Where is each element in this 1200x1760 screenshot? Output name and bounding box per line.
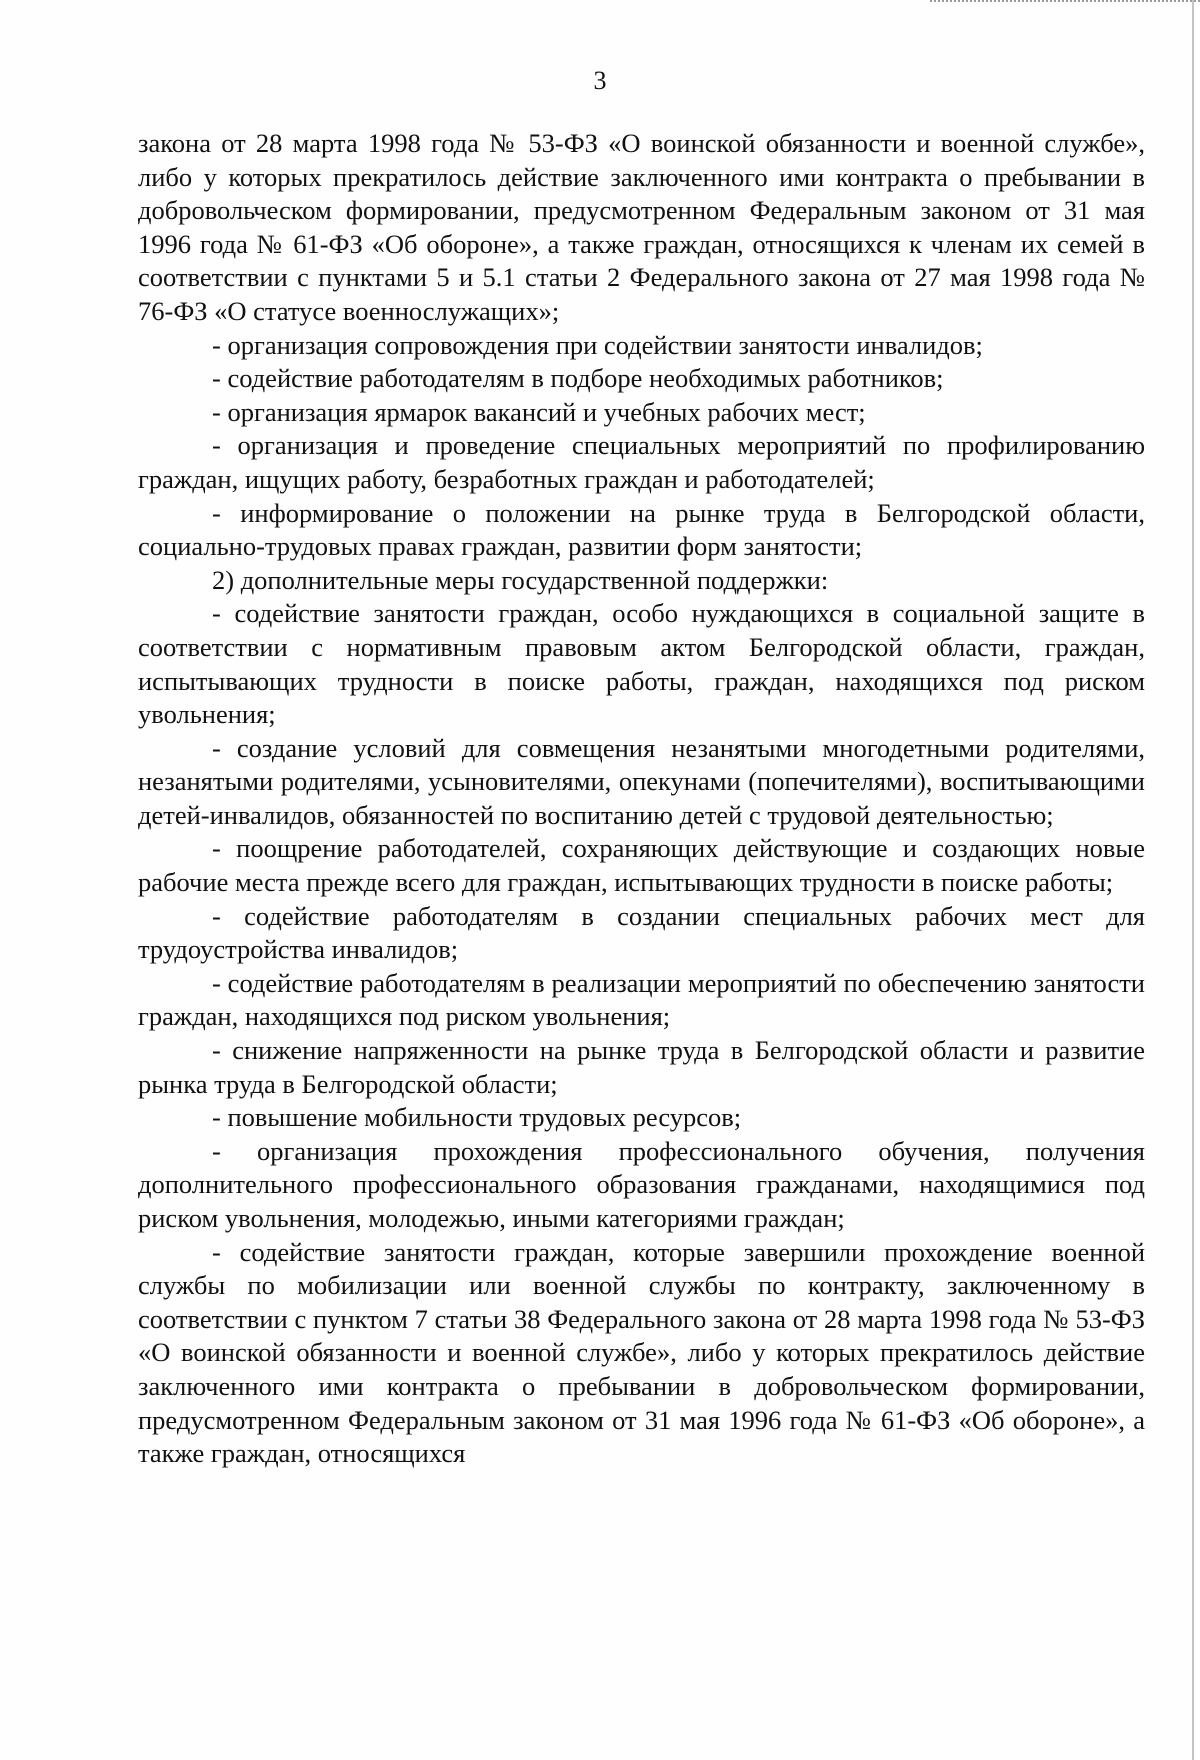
- document-body: [138, 127, 1145, 1471]
- list-item: - снижение напряженности на рынке труда в Белгородской области и развитие рынка труда в Белгородской области;: [138, 1035, 1145, 1099]
- list-item: - организация ярмарок вакансий и учебных рабочих мест;: [212, 396, 866, 427]
- list-item: - повышение мобильности трудовых ресурсов;: [212, 1102, 742, 1133]
- list-item: - организация прохождения профессионального обучения, получения дополнительного профессионального образования гражданами, находящимися под риском увольнения, молодежью, иными категориями граждан;: [138, 1135, 1145, 1233]
- scan-edge-top: [930, 0, 1200, 6]
- list-item: - информирование о положении на рынке труда в Белгородской области, социально-трудовых правах граждан, развитии форм занятости;: [138, 497, 1145, 562]
- list-item: - содействие работодателям в создании специальных рабочих мест для трудоустройства инвалидов;: [138, 900, 1145, 965]
- list-item: - содействие работодателям в реализации мероприятий по обеспечению занятости граждан, находящихся под риском увольнения;: [138, 967, 1145, 1032]
- paragraph-continuation: закона от 28 марта 1998 года № 53-ФЗ «О воинской обязанности и военной службе», либо у которых прекратилось действие заключенного ими контракта о пребывании в добровольческом формировании, предусмотренном Федеральным законом от 31 мая 1996 года № 61-ФЗ «Об обороне», а также граждан, относящихся к членам их семей в соответствии с пунктами 5 и 5.1 статьи 2 Федерального закона от 27 мая 1998 года № 76-ФЗ «О статусе военнослужащих»;: [138, 128, 1145, 326]
- list-item: - содействие занятости граждан, особо нуждающихся в социальной защите в соответствии с нормативным правовым актом Белгородской области, граждан, испытывающих трудности в поиске работы, граждан, находящихся под риском увольнения;: [138, 598, 1145, 730]
- list-item: - организация сопровождения при содействии занятости инвалидов;: [212, 329, 983, 360]
- list-item: - содействие занятости граждан, которые завершили прохождение военной службы по мобилизации или военной службы по контракту, заключенному в соответствии с пунктом 7 статьи 38 Федерального закона от 28 марта 1998 года № 53-ФЗ «О воинской обязанности и военной службе», либо у которых прекратилось действие заключенного ими контракта о пребывании в добровольческом формировании, предусмотренном Федеральным законом от 31 мая 1996 года № 61-ФЗ «Об обороне», а также граждан, относящихся: [138, 1236, 1145, 1469]
- list-item: - содействие работодателям в подборе необходимых работников;: [212, 363, 944, 394]
- list-item: - организация и проведение специальных мероприятий по профилированию граждан, ищущих работу, безработных граждан и работодателей;: [138, 430, 1145, 494]
- page-number: 3: [593, 66, 607, 95]
- list-item: - поощрение работодателей, сохраняющих действующие и создающих новые рабочие места прежде всего для граждан, испытывающих трудности в поиске работы;: [138, 833, 1145, 898]
- list-item: - создание условий для совмещения незанятыми многодетными родителями, незанятыми родителями, усыновителями, опекунами (попечителями), воспитывающими детей-инвалидов, обязанностей по воспитанию детей с трудовой деятельностью;: [138, 732, 1145, 830]
- scan-edge-right: [1192, 0, 1194, 1760]
- section-heading: 2) дополнительные меры государственной поддержки:: [212, 564, 829, 595]
